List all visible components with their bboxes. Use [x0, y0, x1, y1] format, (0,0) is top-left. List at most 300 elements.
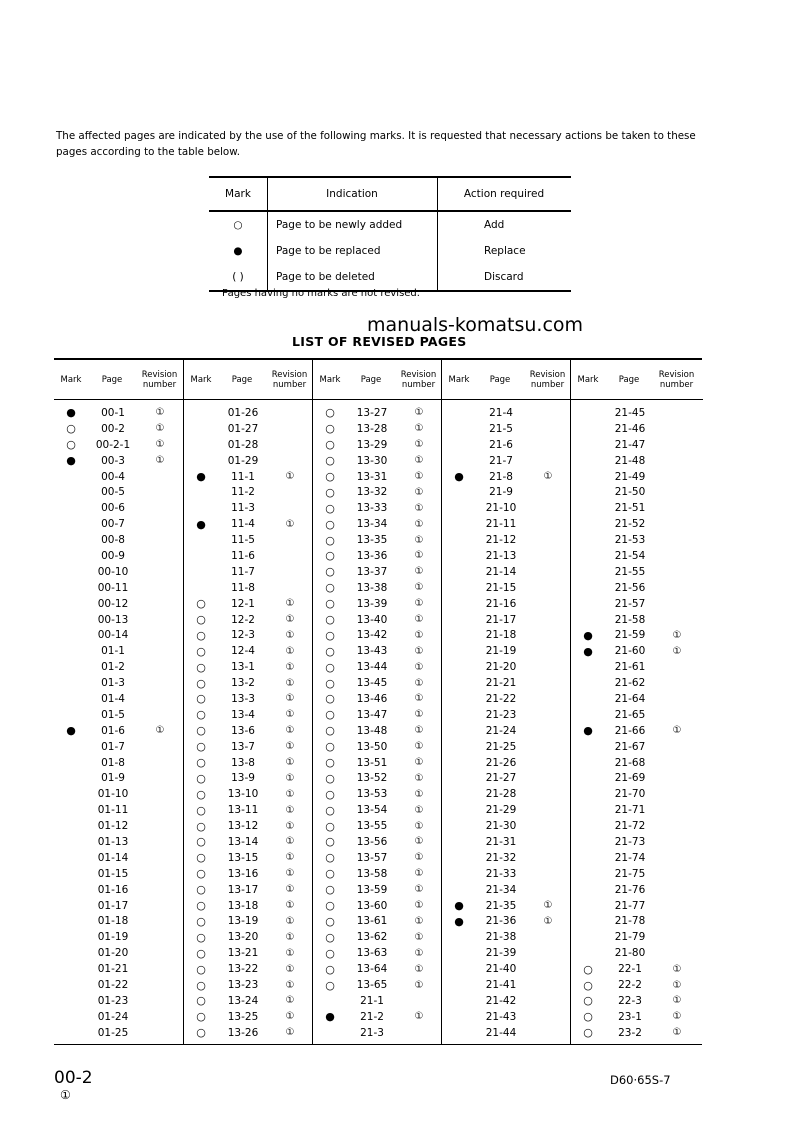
row-revision: ① — [672, 1011, 682, 1023]
row-page: 00-2 — [101, 422, 125, 435]
row-revision: ① — [414, 518, 424, 530]
row-page: 13-8 — [231, 756, 255, 769]
row-mark — [54, 755, 88, 771]
row-mark: ○ — [583, 1010, 593, 1024]
row-revision: ① — [672, 995, 682, 1007]
row-mark: ○ — [196, 962, 206, 976]
row-mark — [184, 564, 218, 580]
row-page: 21-45 — [614, 406, 646, 419]
table-row — [184, 707, 313, 723]
table-row — [54, 659, 183, 675]
table-row — [313, 1025, 442, 1041]
row-page: 13-10 — [227, 788, 259, 801]
row-revision — [657, 548, 697, 564]
row-page: 21-58 — [614, 613, 646, 626]
header-revision: Revision number — [141, 369, 178, 390]
legend-row — [209, 211, 571, 238]
row-mark — [571, 929, 605, 945]
row-mark — [442, 691, 476, 707]
table-row — [313, 866, 442, 882]
row-revision — [528, 755, 568, 771]
row-revision — [140, 898, 180, 914]
row-mark — [442, 882, 476, 898]
row-revision: ① — [285, 693, 295, 705]
row-revision — [657, 516, 697, 532]
row-page: 01-9 — [101, 772, 125, 785]
table-row — [571, 612, 703, 628]
header-mark: Mark — [319, 374, 341, 385]
row-page: 01-28 — [227, 438, 259, 451]
row-mark — [442, 770, 476, 786]
header-page: Page — [618, 374, 640, 385]
row-page: 21-72 — [614, 820, 646, 833]
table-row — [571, 993, 703, 1009]
row-revision — [140, 961, 180, 977]
table-row — [571, 437, 703, 453]
row-page: 21-56 — [614, 581, 646, 594]
row-revision — [528, 580, 568, 596]
row-mark — [442, 723, 476, 739]
row-revision — [399, 993, 439, 1009]
row-revision — [528, 802, 568, 818]
row-revision — [528, 818, 568, 834]
column-rows — [184, 405, 313, 1041]
row-page: 01-11 — [97, 804, 129, 817]
table-row — [571, 866, 703, 882]
row-revision: ① — [414, 423, 424, 435]
row-revision — [140, 977, 180, 993]
row-page: 13-11 — [227, 804, 259, 817]
row-page: 13-24 — [227, 994, 259, 1007]
legend-note: Pages having no marks are not revised. — [222, 288, 420, 299]
table-row — [442, 1009, 571, 1025]
row-page: 01-6 — [101, 724, 125, 737]
row-page: 21-64 — [614, 692, 646, 705]
table-row — [184, 469, 313, 485]
row-revision — [657, 580, 697, 596]
row-page: 23-2 — [618, 1026, 642, 1039]
legend-row — [209, 264, 571, 291]
row-revision — [270, 500, 310, 516]
table-row — [184, 516, 313, 532]
table-row — [442, 453, 571, 469]
row-page: 21-24 — [485, 724, 517, 737]
row-revision — [140, 484, 180, 500]
page-number: 00-2 — [54, 1068, 93, 1088]
column-rows — [54, 405, 183, 1041]
row-mark: ○ — [196, 613, 206, 627]
row-page: 13-27 — [356, 406, 388, 419]
row-revision: ① — [672, 979, 682, 991]
row-revision — [140, 580, 180, 596]
row-page: 21-62 — [614, 677, 646, 690]
row-revision — [528, 977, 568, 993]
table-row — [313, 596, 442, 612]
table-row — [54, 484, 183, 500]
row-revision — [657, 469, 697, 485]
list-title: LIST OF REVISED PAGES — [292, 334, 467, 349]
table-row — [184, 818, 313, 834]
row-mark: ○ — [66, 422, 76, 436]
table-row — [442, 707, 571, 723]
row-revision: ① — [543, 471, 553, 482]
row-page: 21-27 — [485, 772, 517, 785]
table-row — [54, 961, 183, 977]
table-row — [571, 834, 703, 850]
column-rows — [442, 405, 571, 1041]
row-revision: ① — [155, 455, 165, 467]
row-mark: ● — [583, 644, 593, 658]
row-mark — [54, 914, 88, 930]
row-page: 21-77 — [614, 899, 646, 912]
row-revision — [657, 453, 697, 469]
row-page: 01-7 — [101, 740, 125, 753]
header-page: Page — [101, 374, 123, 385]
table-row — [184, 834, 313, 850]
row-mark: ○ — [196, 660, 206, 674]
row-revision: ① — [414, 502, 424, 514]
table-row — [184, 977, 313, 993]
row-mark: ○ — [325, 803, 335, 817]
table-row — [313, 770, 442, 786]
row-mark — [54, 500, 88, 516]
row-mark — [571, 755, 605, 771]
row-revision: ① — [285, 677, 295, 689]
row-mark — [571, 532, 605, 548]
row-page: 21-14 — [485, 565, 517, 578]
row-mark: ○ — [196, 756, 206, 770]
table-row — [54, 786, 183, 802]
row-revision: ① — [155, 407, 165, 419]
table-row — [184, 548, 313, 564]
row-revision — [140, 755, 180, 771]
row-page: 21-19 — [485, 645, 517, 658]
row-mark — [54, 770, 88, 786]
row-page: 21-26 — [485, 756, 517, 769]
column-header — [184, 360, 313, 400]
revised-pages-table — [54, 358, 702, 1045]
row-page: 21-59 — [614, 629, 646, 642]
row-revision: ① — [285, 1011, 295, 1023]
row-page: 13-40 — [356, 613, 388, 626]
row-mark: ○ — [325, 454, 335, 468]
table-row — [571, 929, 703, 945]
table-row — [571, 659, 703, 675]
row-mark — [54, 675, 88, 691]
table-row — [184, 500, 313, 516]
table-row — [442, 564, 571, 580]
table-row — [184, 1025, 313, 1041]
column-header — [571, 360, 703, 400]
row-page: 21-9 — [489, 486, 513, 499]
row-revision — [140, 882, 180, 898]
table-row — [54, 643, 183, 659]
row-revision — [657, 914, 697, 930]
row-mark — [54, 532, 88, 548]
table-row — [442, 723, 571, 739]
row-mark: ○ — [325, 628, 335, 642]
row-page: 01-5 — [101, 708, 125, 721]
header-mark: Mark — [60, 374, 82, 385]
row-revision: ① — [414, 788, 424, 800]
table-row — [571, 914, 703, 930]
row-page: 21-7 — [489, 454, 513, 467]
row-page: 21-30 — [485, 820, 517, 833]
row-mark: ○ — [325, 660, 335, 674]
row-page: 21-53 — [614, 534, 646, 547]
table-row — [184, 421, 313, 437]
row-mark: ○ — [325, 787, 335, 801]
row-revision — [140, 564, 180, 580]
row-page: 13-15 — [227, 851, 259, 864]
row-revision — [270, 421, 310, 437]
row-mark: ○ — [196, 994, 206, 1008]
table-row — [442, 914, 571, 930]
row-revision — [140, 834, 180, 850]
row-revision — [528, 405, 568, 421]
row-page: 21-67 — [614, 740, 646, 753]
row-revision — [528, 929, 568, 945]
row-mark: ○ — [325, 485, 335, 499]
row-mark: ○ — [325, 899, 335, 913]
row-revision: ① — [285, 741, 295, 753]
table-row — [54, 612, 183, 628]
row-page: 00-12 — [97, 597, 129, 610]
row-mark — [54, 802, 88, 818]
table-row — [313, 627, 442, 643]
legend-action: Discard — [438, 264, 572, 291]
row-mark — [54, 1009, 88, 1025]
row-revision: ① — [543, 900, 553, 912]
row-revision: ① — [285, 629, 295, 641]
row-mark — [54, 818, 88, 834]
row-revision: ① — [414, 614, 424, 626]
row-mark: ○ — [196, 628, 206, 642]
row-revision — [270, 405, 310, 421]
row-mark — [571, 898, 605, 914]
table-row — [313, 453, 442, 469]
table-row — [184, 755, 313, 771]
row-page: 13-4 — [231, 708, 255, 721]
table-row — [313, 818, 442, 834]
row-revision: ① — [285, 757, 295, 769]
row-mark: ○ — [325, 565, 335, 579]
table-row — [571, 564, 703, 580]
row-page: 13-58 — [356, 867, 388, 880]
table-row — [442, 469, 571, 485]
row-mark: ○ — [196, 914, 206, 928]
row-revision: ① — [414, 804, 424, 816]
table-row — [571, 453, 703, 469]
row-mark — [184, 453, 218, 469]
row-page: 21-12 — [485, 534, 517, 547]
table-row — [184, 882, 313, 898]
row-revision: ① — [285, 1027, 295, 1039]
table-row — [442, 516, 571, 532]
row-page: 21-21 — [485, 677, 517, 690]
row-mark — [313, 993, 347, 1009]
row-revision — [528, 564, 568, 580]
row-page: 01-22 — [97, 979, 129, 991]
row-mark — [442, 961, 476, 977]
row-page: 13-37 — [356, 565, 388, 578]
row-revision: ① — [285, 645, 295, 657]
row-mark — [442, 405, 476, 421]
table-row — [442, 437, 571, 453]
header-page: Page — [231, 374, 253, 385]
row-mark — [54, 643, 88, 659]
table-row — [313, 484, 442, 500]
row-revision: ① — [672, 1027, 682, 1039]
model-code: D60·65S-7 — [610, 1073, 671, 1087]
row-page: 13-61 — [356, 915, 388, 928]
row-page: 13-22 — [227, 963, 259, 976]
page-revision-mark: ① — [60, 1088, 71, 1102]
table-row — [54, 770, 183, 786]
row-page: 13-30 — [356, 454, 388, 467]
row-mark: ● — [196, 517, 206, 531]
table-row — [442, 675, 571, 691]
table-row — [184, 898, 313, 914]
row-mark — [571, 786, 605, 802]
table-row — [571, 739, 703, 755]
row-mark — [571, 437, 605, 453]
row-page: 01-14 — [97, 851, 129, 864]
row-revision — [657, 945, 697, 961]
table-row — [442, 580, 571, 596]
row-revision — [270, 453, 310, 469]
row-revision — [657, 596, 697, 612]
row-page: 21-8 — [489, 470, 513, 483]
row-revision — [657, 898, 697, 914]
row-revision — [140, 802, 180, 818]
row-page: 11-4 — [231, 518, 255, 531]
row-revision — [140, 548, 180, 564]
row-mark — [184, 580, 218, 596]
row-page: 21-48 — [614, 454, 646, 467]
header-revision: Revision number — [658, 369, 695, 390]
table-row — [184, 405, 313, 421]
row-page: 01-19 — [97, 931, 129, 944]
row-page: 01-18 — [97, 915, 129, 928]
table-row — [571, 882, 703, 898]
table-row — [313, 580, 442, 596]
row-mark — [442, 484, 476, 500]
row-page: 13-9 — [231, 772, 255, 785]
table-row — [571, 898, 703, 914]
row-revision — [140, 596, 180, 612]
row-page: 13-17 — [227, 883, 259, 896]
row-revision — [657, 802, 697, 818]
row-mark: ○ — [196, 1010, 206, 1024]
row-revision — [528, 532, 568, 548]
row-mark: ○ — [325, 914, 335, 928]
table-row — [184, 866, 313, 882]
row-mark — [442, 564, 476, 580]
row-mark — [54, 516, 88, 532]
table-row — [442, 739, 571, 755]
row-revision — [140, 739, 180, 755]
table-row — [313, 707, 442, 723]
row-mark: ● — [454, 899, 464, 913]
table-row — [571, 675, 703, 691]
table-row — [313, 548, 442, 564]
row-page: 21-11 — [485, 518, 517, 531]
row-page: 01-29 — [227, 454, 259, 467]
row-mark: ○ — [196, 740, 206, 754]
row-page: 11-1 — [231, 470, 255, 483]
table-row — [313, 802, 442, 818]
row-page: 01-25 — [97, 1026, 129, 1039]
row-revision — [140, 532, 180, 548]
row-page: 21-54 — [614, 549, 646, 562]
row-page: 13-18 — [227, 899, 259, 912]
row-mark: ○ — [325, 517, 335, 531]
row-revision: ① — [414, 645, 424, 657]
row-page: 13-50 — [356, 740, 388, 753]
row-revision: ① — [285, 709, 295, 721]
row-revision — [528, 453, 568, 469]
row-revision — [528, 691, 568, 707]
row-mark — [442, 500, 476, 516]
row-revision: ① — [285, 614, 295, 626]
legend-header-indication: Indication — [268, 177, 438, 211]
row-mark — [571, 675, 605, 691]
row-revision: ① — [414, 439, 424, 451]
row-mark: ○ — [196, 676, 206, 690]
intro-paragraph: The affected pages are indicated by the use of the following marks. It is requested that necessary actions be taken to these pages according to the table below. — [56, 130, 696, 158]
row-page: 13-6 — [231, 724, 255, 737]
row-revision: ① — [414, 661, 424, 673]
row-mark: ○ — [196, 771, 206, 785]
row-mark: ○ — [196, 899, 206, 913]
table-row — [184, 770, 313, 786]
row-page: 11-6 — [231, 549, 255, 562]
row-revision: ① — [285, 836, 295, 848]
row-revision — [657, 421, 697, 437]
row-page: 13-29 — [356, 438, 388, 451]
row-page: 21-32 — [485, 851, 517, 864]
row-page: 01-4 — [101, 692, 125, 705]
row-page: 01-12 — [97, 820, 129, 833]
table-row — [184, 961, 313, 977]
row-revision — [140, 786, 180, 802]
row-mark: ○ — [583, 994, 593, 1008]
row-mark: ○ — [583, 962, 593, 976]
table-row — [184, 993, 313, 1009]
row-revision — [657, 786, 697, 802]
row-mark: ○ — [196, 708, 206, 722]
row-mark — [571, 405, 605, 421]
row-mark: ○ — [196, 803, 206, 817]
table-row — [184, 723, 313, 739]
table-row — [571, 786, 703, 802]
table-row — [571, 1025, 703, 1041]
row-revision: ① — [414, 725, 424, 737]
table-row — [54, 437, 183, 453]
row-revision — [657, 500, 697, 516]
row-mark — [184, 484, 218, 500]
table-row — [184, 659, 313, 675]
table-row — [54, 1025, 183, 1041]
row-mark: ○ — [325, 819, 335, 833]
row-mark — [571, 834, 605, 850]
table-row — [54, 834, 183, 850]
row-page: 21-50 — [614, 486, 646, 499]
row-mark: ○ — [325, 597, 335, 611]
row-mark — [54, 850, 88, 866]
header-revision: Revision number — [400, 369, 437, 390]
